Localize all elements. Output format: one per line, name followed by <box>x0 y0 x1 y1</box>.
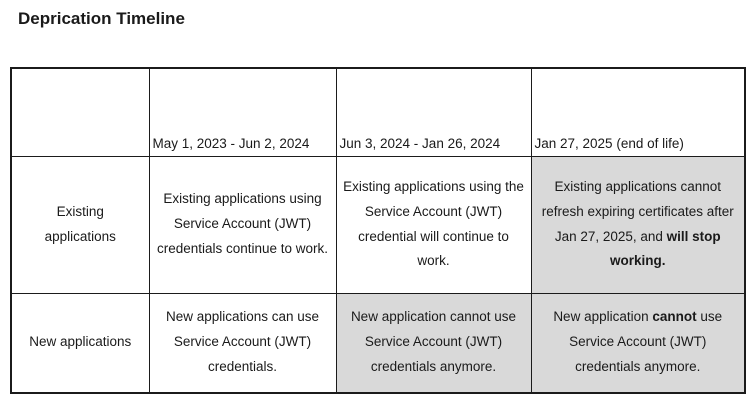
table-row-existing-applications <box>11 156 745 293</box>
emphasis-text: will stop working. <box>609 228 721 269</box>
cell-text: Existing applications cannot refresh expiring certificates after Jan 27, 2025, and <box>541 178 734 244</box>
cell-new-period-1 <box>149 293 336 393</box>
cell-text: Existing applications using the Service Account (JWT) credential will continue to work. <box>343 178 524 269</box>
deprecation-timeline-table <box>10 67 746 394</box>
cell-text: use Service Account (JWT) credentials anymore. <box>569 309 723 375</box>
cell-existing-period-3 <box>531 156 745 293</box>
row-label-existing-applications: Existing applications <box>11 156 149 293</box>
cell-text: New application cannot use Service Account (JWT) credentials anymore. <box>350 309 517 375</box>
emphasis-text: cannot <box>652 309 697 325</box>
cell-existing-period-2 <box>336 156 531 293</box>
header-corner-cell <box>11 68 149 156</box>
row-label-new-applications: New applications <box>11 293 149 393</box>
document-page <box>0 9 750 394</box>
header-period-2: Jun 3, 2024 - Jan 26, 2024 <box>336 68 531 156</box>
header-period-1: May 1, 2023 - Jun 2, 2024 <box>149 68 336 156</box>
cell-existing-period-1 <box>149 156 336 293</box>
cell-text: Existing applications using Service Account (JWT) credentials continue to work. <box>156 191 329 256</box>
cell-new-period-3 <box>531 293 745 393</box>
table-row-new-applications <box>11 293 745 393</box>
cell-new-period-2 <box>336 293 531 393</box>
page-title: Deprication Timeline <box>18 9 185 28</box>
cell-text: New applications can use Service Account (JWT) credentials. <box>165 309 320 375</box>
table-header-row <box>11 68 745 156</box>
header-period-3: Jan 27, 2025 (end of life) <box>531 68 745 156</box>
cell-text: New application <box>553 309 653 325</box>
